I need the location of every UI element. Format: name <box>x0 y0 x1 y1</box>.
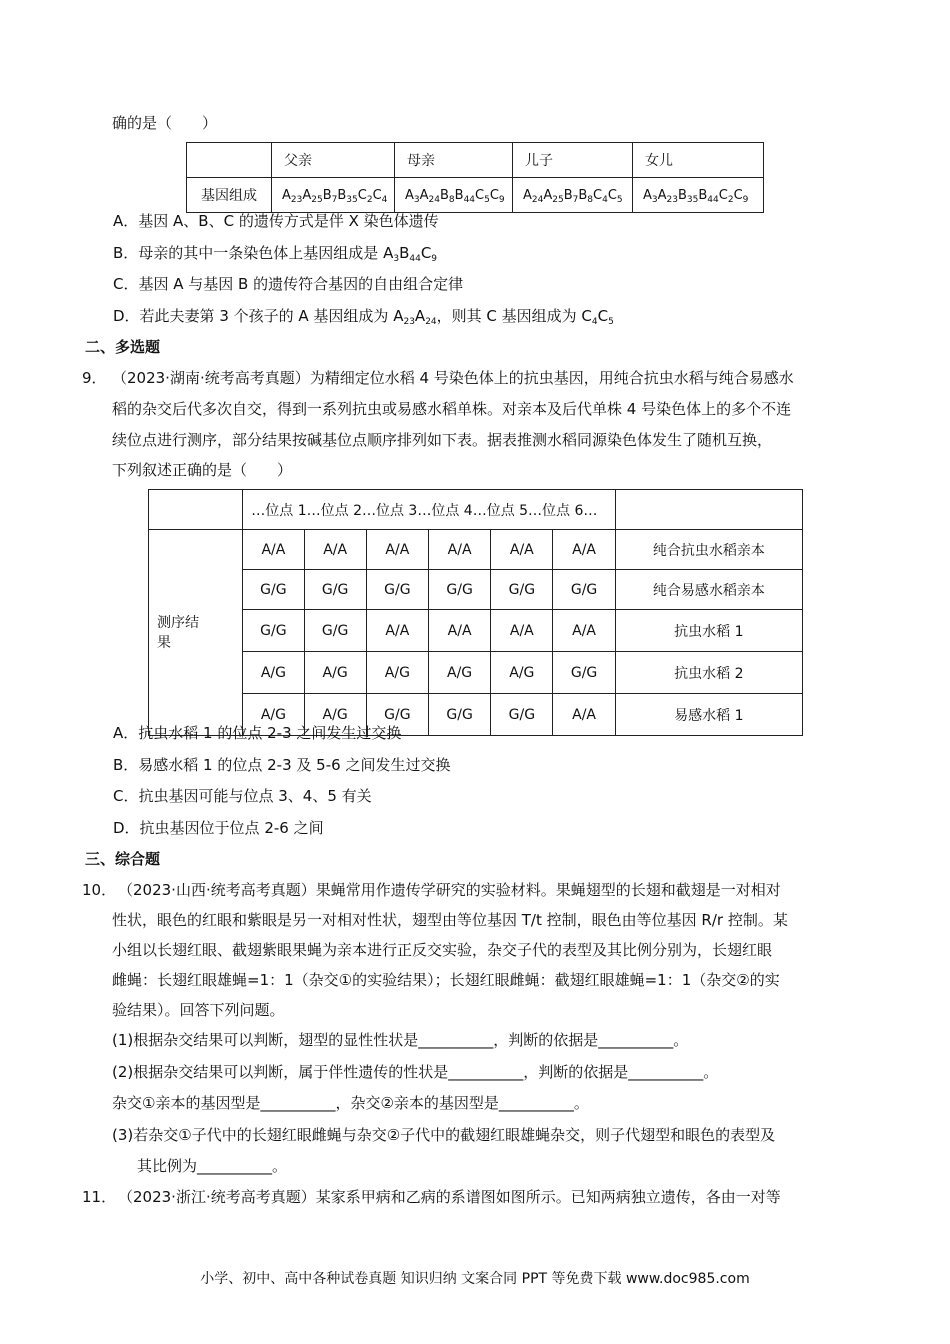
table-cell: A/A <box>428 610 490 652</box>
q9-option-b: B．易感水稻 1 的位点 2-3 及 5-6 之间发生过交换 <box>113 756 451 774</box>
q8-option-d: D．若此夫妻第 3 个孩子的 A 基因组成为 $A_{23}A_{24}$，则其 C 基因组成为 $C_4C_5$ <box>113 307 614 327</box>
table-cell: G/G <box>428 570 490 610</box>
q11-number: 11． <box>82 1188 117 1206</box>
table-cell: G/G <box>366 694 428 736</box>
q9-option-c: C．抗虫基因可能与位点 3、4、5 有关 <box>113 787 372 805</box>
table-cell: A/G <box>491 652 553 694</box>
q10-stem-line4: 雌蝇：长翅红眼雄蝇=1：1（杂交①的实验结果）；长翅红眼雌蝇：截翅红眼雄蝇=1：1（杂交②的实 <box>112 971 780 989</box>
table-cell: G/G <box>553 652 615 694</box>
table-cell: A/G <box>366 652 428 694</box>
q9-stem-line3: 续位点进行测序，部分结果按碱基位点顺序排列如下表。据表推测水稻同源染色体发生了随机互换， <box>112 431 773 449</box>
q10-subquestion-2: (2)根据杂交结果可以判断，属于伴性遗传的性状是__________，判断的依据是__________。 <box>112 1063 719 1081</box>
side-label-sequencing: 测序结果 <box>149 530 243 736</box>
table-cell: A/G <box>304 652 366 694</box>
q8-option-c: C．基因 A 与基因 B 的遗传符合基因的自由组合定律 <box>113 275 464 293</box>
q10-number: 10． <box>82 881 117 899</box>
table-cell: G/G <box>366 570 428 610</box>
table-cell: A/A <box>491 610 553 652</box>
q9-number: 9． <box>82 369 107 387</box>
table-cell: A/A <box>553 610 615 652</box>
q10-stem-line1: （2023·山西·统考高考真题）果蝇常用作遗传学研究的实验材料。果蝇翅型的长翅和截翅是一对相对 <box>118 881 781 899</box>
section-heading-comprehensive: 三、综合题 <box>85 850 161 868</box>
table-cell: A/A <box>304 530 366 570</box>
q9-option-a: A．抗虫水稻 1 的位点 2-3 之间发生过交换 <box>113 724 402 742</box>
row-label-genotype: 基因组成 <box>187 178 272 213</box>
site-header: …位点 1…位点 2…位点 3…位点 4…位点 5…位点 6… <box>243 490 615 530</box>
row-label: 纯合抗虫水稻亲本 <box>615 530 802 570</box>
table-cell: G/G <box>553 570 615 610</box>
genotype-daughter: $A_3A_{23}B_{35}B_{44}C_2C_9$ <box>633 178 764 213</box>
row-label: 抗虫水稻 2 <box>615 652 802 694</box>
q10-subquestion-3: (3)若杂交①子代中的长翅红眼雌蝇与杂交②子代中的截翅红眼雄蝇杂交，则子代翅型和眼色的表型及 <box>112 1126 776 1144</box>
q8-stem-tail: 确的是（ ） <box>112 114 218 132</box>
table-cell: G/G <box>243 570 304 610</box>
q11-stem-line1: （2023·浙江·统考高考真题）某家系甲病和乙病的系谱图如图所示。已知两病独立遗传，各由一对等 <box>118 1188 781 1206</box>
table-cell: A/A <box>428 530 490 570</box>
q8-gene-table <box>186 142 764 213</box>
table-cell: A/A <box>243 530 304 570</box>
table-cell: G/G <box>304 610 366 652</box>
genotype-mother: $A_3A_{24}B_8B_{44}C_5C_9$ <box>395 178 513 213</box>
q10-subquestion-1: (1)根据杂交结果可以判断，翅型的显性性状是__________，判断的依据是__________。 <box>112 1031 689 1049</box>
header-daughter: 女儿 <box>633 143 764 178</box>
table-cell: A/A <box>491 530 553 570</box>
table-cell: G/G <box>304 570 366 610</box>
table-cell: G/G <box>243 610 304 652</box>
table-corner <box>187 143 272 178</box>
table-cell: G/G <box>428 694 490 736</box>
q10-stem-line3: 小组以长翅红眼、截翅紫眼果蝇为亲本进行正反交实验，杂交子代的表型及其比例分别为，长翅红眼 <box>112 941 773 959</box>
header-son: 儿子 <box>513 143 633 178</box>
q10-subquestion-3-cont: 其比例为__________。 <box>137 1157 288 1175</box>
q8-option-b: B．母亲的其中一条染色体上基因组成是 $A_3B_{44}C_9$ <box>113 244 438 264</box>
table-cell: A/G <box>243 652 304 694</box>
table-cell: A/A <box>553 530 615 570</box>
table-cell: G/G <box>491 694 553 736</box>
table-cell: A/G <box>428 652 490 694</box>
q9-stem-line2: 稻的杂交后代多次自交，得到一系列抗虫或易感水稻单株。对亲本及后代单株 4 号染色体上的多个不连 <box>112 400 792 418</box>
page-footer: 小学、初中、高中各种试卷真题 知识归纳 文案合同 PPT 等免费下载 www.doc985.com <box>200 1271 750 1287</box>
table-corner <box>149 490 243 530</box>
table-cell: G/G <box>491 570 553 610</box>
genotype-father: $A_{23}A_{25}B_7B_{35}C_2C_4$ <box>272 178 395 213</box>
q9-stem-line4: 下列叙述正确的是（ ） <box>112 461 293 479</box>
header-father: 父亲 <box>272 143 395 178</box>
row-label: 易感水稻 1 <box>615 694 802 736</box>
q10-stem-line5: 验结果）。回答下列问题。 <box>112 1001 285 1019</box>
q9-option-d: D．抗虫基因位于位点 2-6 之间 <box>113 819 324 837</box>
row-label: 抗虫水稻 1 <box>615 610 802 652</box>
table-corner-right <box>615 490 802 530</box>
q10-subquestion-2b: 杂交①亲本的基因型是__________，杂交②亲本的基因型是__________。 <box>112 1094 589 1112</box>
table-cell: A/A <box>366 530 428 570</box>
q9-stem-line1: （2023·湖南·统考高考真题）为精细定位水稻 4 号染色体上的抗虫基因，用纯合抗虫水稻与纯合易感水 <box>112 369 794 387</box>
table-cell: A/A <box>553 694 615 736</box>
header-mother: 母亲 <box>395 143 513 178</box>
genotype-son: $A_{24}A_{25}B_7B_8C_4C_5$ <box>513 178 633 213</box>
table-cell: A/G <box>243 694 304 736</box>
section-heading-multi-choice: 二、多选题 <box>85 338 161 356</box>
q8-option-a: A．基因 A、B、C 的遗传方式是伴 X 染色体遗传 <box>113 212 439 230</box>
q9-sequencing-table <box>148 489 803 736</box>
table-cell: A/A <box>366 610 428 652</box>
q10-stem-line2: 性状，眼色的红眼和紫眼是另一对相对性状，翅型由等位基因 T/t 控制，眼色由等位基因 R/r 控制。某 <box>112 911 788 929</box>
table-cell: A/G <box>304 694 366 736</box>
row-label: 纯合易感水稻亲本 <box>615 570 802 610</box>
